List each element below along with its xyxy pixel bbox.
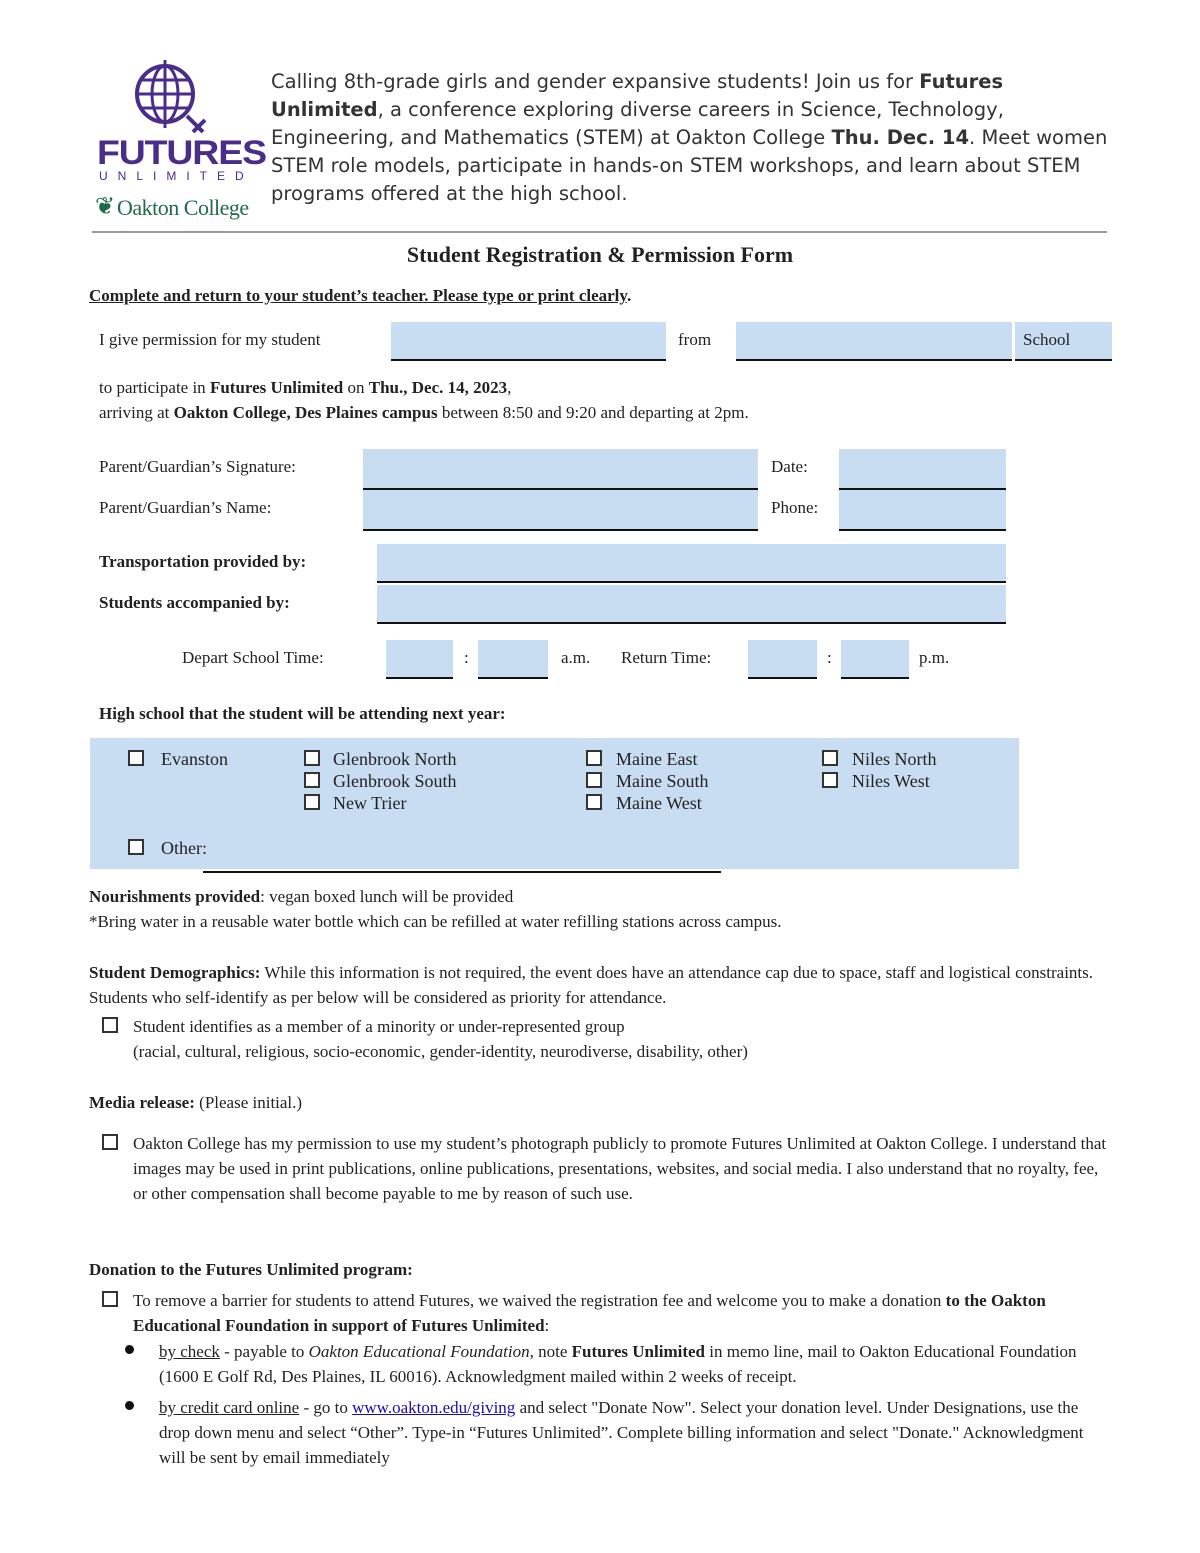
label-glenbrook-north: Glenbrook North	[333, 749, 457, 769]
depart-colon: :	[464, 648, 469, 667]
depart-hour-field[interactable]	[386, 640, 453, 679]
label-evanston: Evanston	[161, 749, 228, 769]
label-glenbrook-south: Glenbrook South	[333, 771, 457, 791]
depart-minute-field[interactable]	[478, 640, 548, 679]
signature-field[interactable]	[363, 449, 758, 490]
label-niles-west: Niles West	[852, 771, 930, 791]
date-field[interactable]	[839, 449, 1006, 490]
accompanied-field[interactable]	[377, 585, 1006, 624]
checkbox-glenbrook-north[interactable]	[304, 750, 320, 766]
media-heading: Media release: (Please initial.)	[89, 1093, 303, 1112]
donation-check-text: by check - payable to Oakton Educational Foundation, note Futures Unlimited in memo line, mail to Oakton Educational Foundation (1600 E Golf Rd, Des Plaines, IL 60016). Acknowledgment mailed within 2 weeks of receipt.	[159, 1342, 1077, 1386]
checkbox-maine-east[interactable]	[586, 750, 602, 766]
phone-label: Phone:	[771, 498, 819, 517]
divider	[92, 231, 1107, 233]
school-name-field[interactable]	[736, 322, 1012, 361]
checkbox-other[interactable]	[128, 839, 144, 855]
signature-label: Parent/Guardian’s Signature:	[99, 457, 296, 476]
leaf-icon: ❦	[95, 194, 116, 220]
transport-field[interactable]	[377, 544, 1006, 583]
intro-paragraph: Calling 8th-grade girls and gender expansive students! Join us for Futures Unlimited, a conference exploring diverse careers in Science, Technology, Engineering, and Mathematics (STEM) at Oakton College Thu. Dec. 14. Meet women STEM role models, participate in hands-on STEM workshops, and learn about STEM programs offered at the high school.	[271, 70, 1108, 205]
donation-heading: Donation to the Futures Unlimited program:	[89, 1260, 413, 1279]
logo-college: Oakton College	[117, 195, 249, 220]
depart-label: Depart School Time:	[182, 648, 324, 667]
am-label: a.m.	[561, 648, 591, 667]
donation-online-text: by credit card online - go to www.oakton.edu/giving and select "Donate Now". Select your donation level. Under Designations, use the drop down menu and select “Other”. Type-in “Futures Unlimited”. Complete billing information and select "Donate." Acknowledgment will be sent by email immediately	[159, 1398, 1084, 1467]
futures-unlimited-logo	[95, 58, 266, 228]
bullet-icon	[125, 1345, 134, 1354]
checkbox-glenbrook-south[interactable]	[304, 772, 320, 788]
accompanied-label: Students accompanied by:	[99, 593, 290, 612]
checkbox-media-release[interactable]	[102, 1134, 118, 1150]
logo-brand-line2: UNLIMITED	[99, 169, 254, 183]
nourishments-text: Nourishments provided: vegan boxed lunch will be provided *Bring water in a reusable water bottle which can be refilled at water refilling stations across campus.	[89, 887, 782, 931]
from-label: from	[678, 330, 712, 349]
return-label: Return Time:	[621, 648, 712, 667]
bullet-icon	[125, 1401, 134, 1410]
name-label: Parent/Guardian’s Name:	[99, 498, 272, 517]
checkbox-donation[interactable]	[102, 1291, 118, 1307]
school-suffix-box	[1015, 322, 1112, 361]
label-maine-west: Maine West	[616, 793, 702, 813]
donation-option: To remove a barrier for students to attend Futures, we waived the registration fee and welcome you to make a donation to the Oakton Educational Foundation in support of Futures Unlimited:	[133, 1291, 1046, 1335]
transport-label: Transportation provided by:	[99, 552, 307, 571]
form-instruction: Complete and return to your student’s teacher. Please type or print clearly.	[89, 286, 632, 305]
label-new-trier: New Trier	[333, 793, 407, 813]
high-school-label: High school that the student will be attending next year:	[99, 704, 506, 723]
permission-label: I give permission for my student	[99, 330, 321, 349]
participate-text: to participate in Futures Unlimited on Thu., Dec. 14, 2023, arriving at Oakton College, Des Plaines campus between 8:50 and 9:20 and departing at 2pm.	[99, 378, 749, 422]
checkbox-evanston[interactable]	[128, 750, 144, 766]
giving-link[interactable]: www.oakton.edu/giving	[352, 1398, 516, 1417]
phone-field[interactable]	[839, 490, 1006, 531]
media-option: Oakton College has my permission to use my student’s photograph publicly to promote Futures Unlimited at Oakton College. I understand that images may be used in print publications, online publications, presentations, websites, and social media. I also understand that no royalty, fee, or other compensation shall become payable to me by reason of such use.	[133, 1134, 1107, 1203]
label-niles-north: Niles North	[852, 749, 937, 769]
return-minute-field[interactable]	[841, 640, 909, 679]
guardian-name-field[interactable]	[363, 490, 758, 531]
demographics-text: Student Demographics: While this information is not required, the event does have an attendance cap due to space, staff and logistical constraints. Students who self-identify as per below will be considered as priority for attendance.	[89, 963, 1094, 1007]
label-other: Other:	[161, 838, 207, 858]
pm-label: p.m.	[919, 648, 950, 667]
form-title: Student Registration & Permission Form	[406, 242, 794, 267]
other-school-field[interactable]	[203, 855, 721, 873]
checkbox-new-trier[interactable]	[304, 794, 320, 810]
checkbox-maine-west[interactable]	[586, 794, 602, 810]
checkbox-maine-south[interactable]	[586, 772, 602, 788]
label-maine-south: Maine South	[616, 771, 709, 791]
checkbox-niles-west[interactable]	[822, 772, 838, 788]
logo-brand-line1: FUTURES	[97, 134, 266, 172]
student-name-field[interactable]	[391, 322, 666, 361]
label-maine-east: Maine East	[616, 749, 698, 769]
school-label: School	[1023, 330, 1071, 349]
checkbox-niles-north[interactable]	[822, 750, 838, 766]
checkbox-demographics[interactable]	[102, 1017, 118, 1033]
date-label: Date:	[771, 457, 808, 476]
demographics-option: Student identifies as a member of a minority or under-represented group (racial, cultural, religious, socio-economic, gender-identity, neurodiverse, disability, other)	[133, 1017, 748, 1061]
return-hour-field[interactable]	[748, 640, 817, 679]
return-colon: :	[827, 648, 832, 667]
